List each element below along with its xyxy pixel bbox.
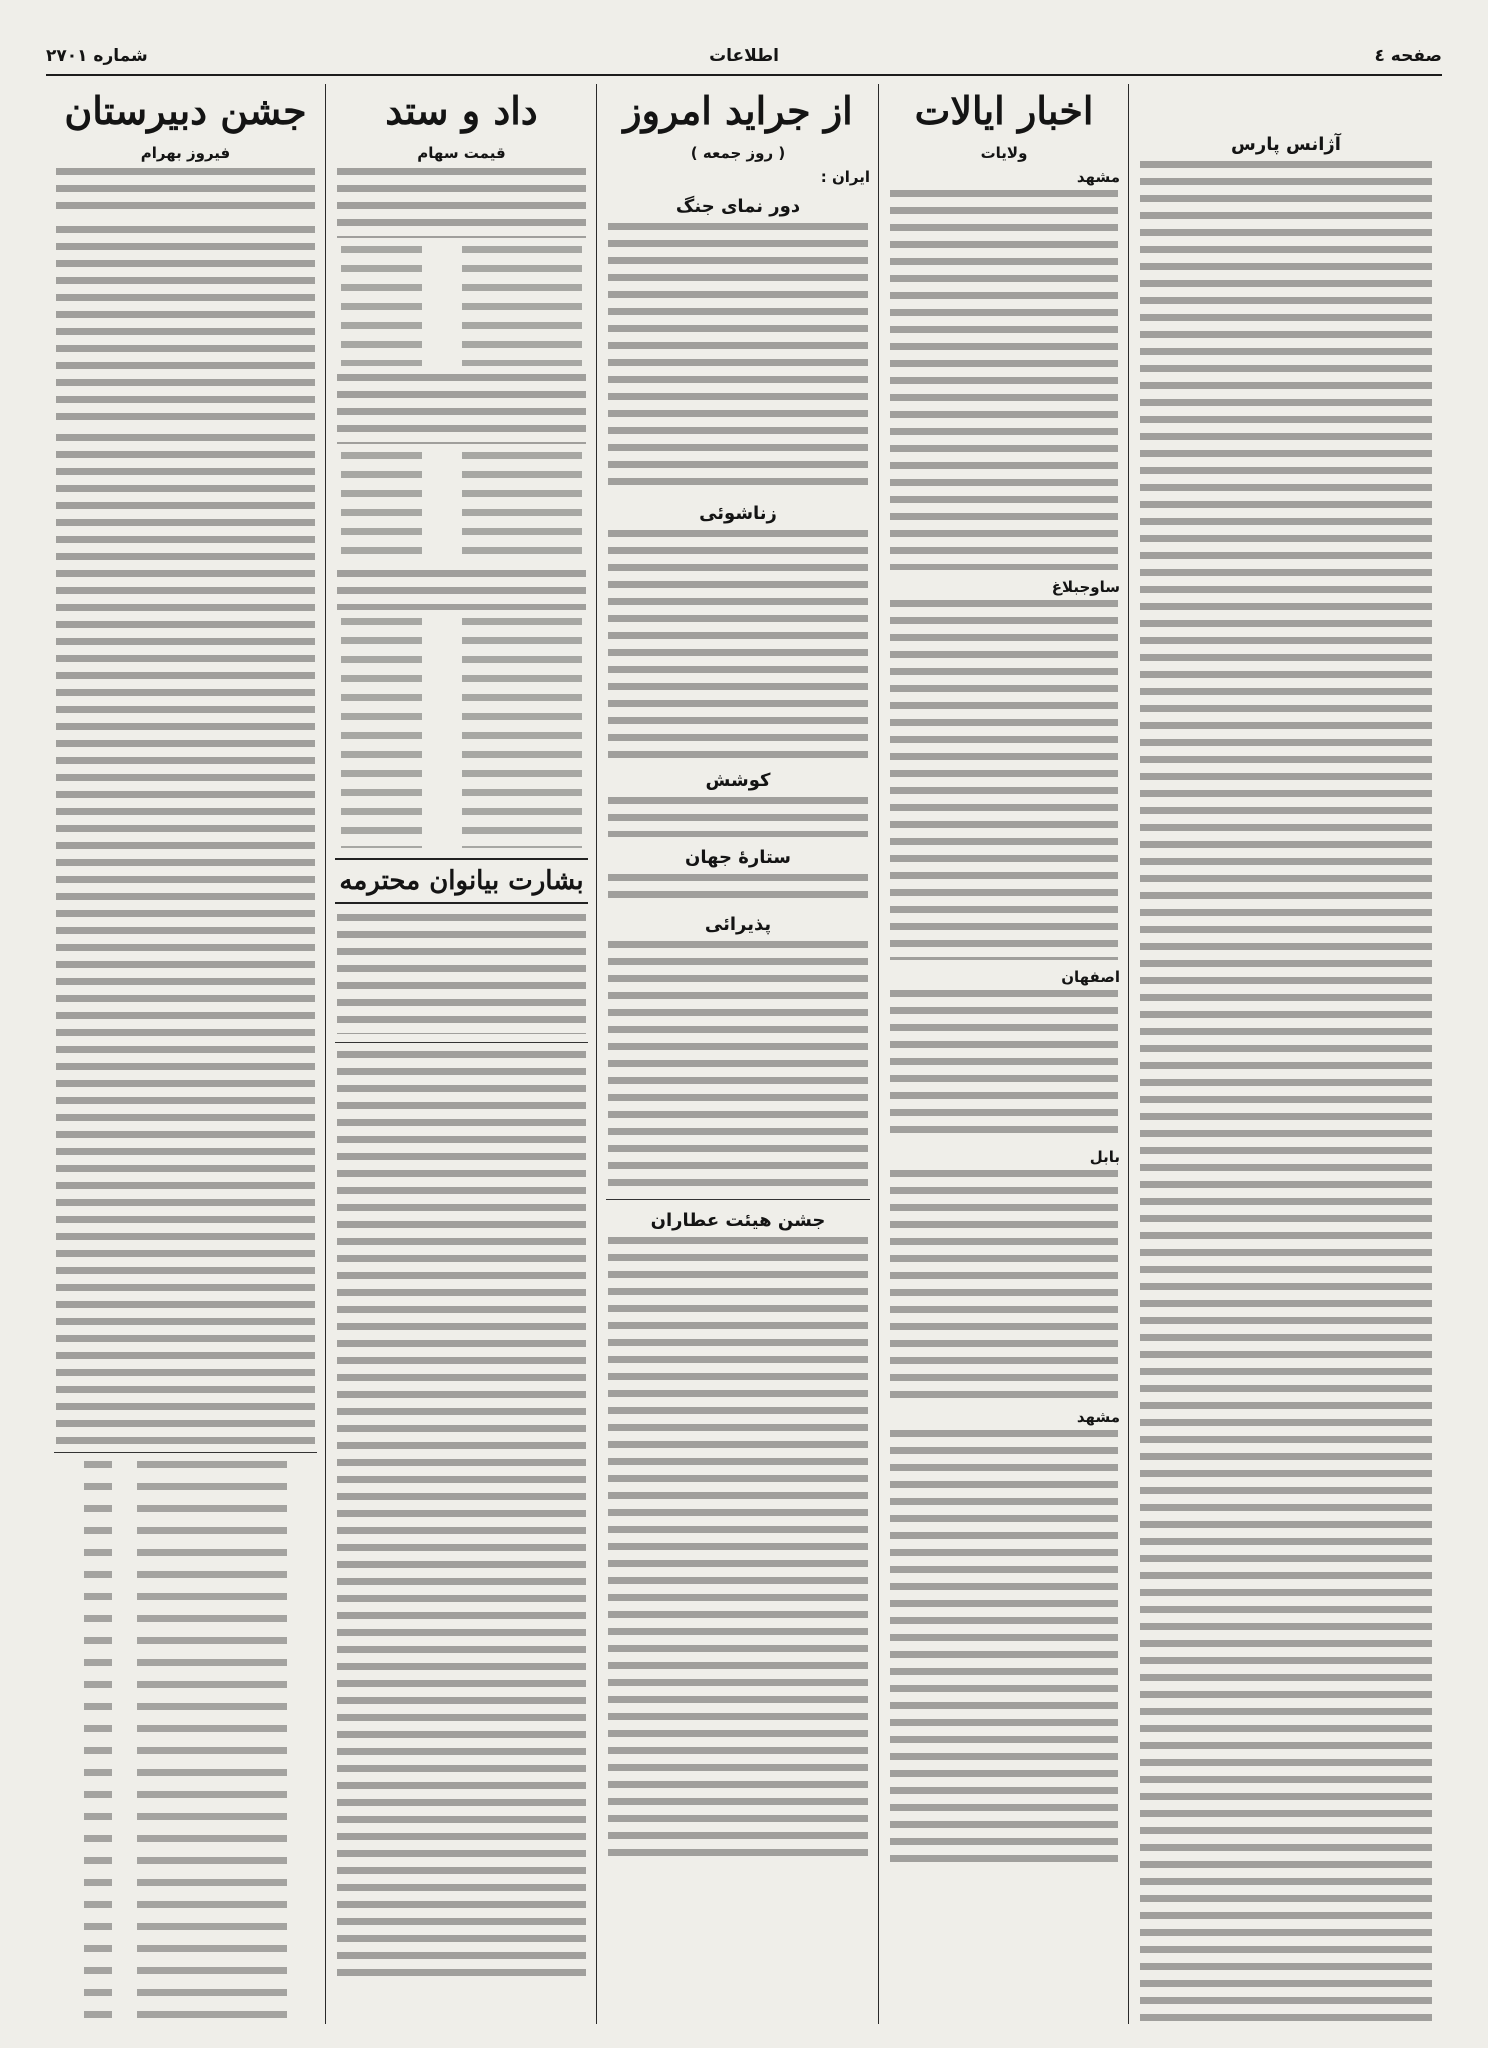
provincial-item-5: مشهد xyxy=(1076,1408,1120,1426)
school-celebration-subhead xyxy=(56,168,315,218)
column-school-celebration xyxy=(46,84,325,2024)
provincial-item-1: مشهد xyxy=(1076,168,1120,186)
press-item-6: جشن هیئت عطاران xyxy=(650,1210,826,1231)
column-provincial-news xyxy=(880,84,1128,2024)
column-rule xyxy=(596,84,597,2024)
column-press-review xyxy=(598,84,878,2024)
divider xyxy=(335,1042,588,1043)
foreign-exchange-table xyxy=(341,618,582,848)
press-review-headline: از جراید امروز xyxy=(623,88,853,133)
provincial-text-2 xyxy=(890,600,1118,960)
trade-note-text xyxy=(337,570,586,610)
school-celebration-speech xyxy=(56,434,315,1444)
press-review-sub: ( روز جمعه ) xyxy=(690,144,786,162)
divider xyxy=(606,1199,870,1200)
currency-rate-table xyxy=(341,452,582,562)
provincial-news-sub: ولایات xyxy=(980,144,1028,162)
trade-intro-text xyxy=(337,168,586,238)
announcement-text xyxy=(337,914,586,1034)
column-trade xyxy=(327,84,596,2024)
poem-verses xyxy=(84,1461,287,2021)
press-text-1 xyxy=(608,223,868,493)
column-agency-news xyxy=(1130,84,1442,2024)
provincial-item-4: بابل xyxy=(1089,1148,1120,1166)
school-celebration-intro xyxy=(56,226,315,426)
provincial-text-3 xyxy=(890,990,1118,1140)
press-item-1: دور نمای جنگ xyxy=(675,196,801,217)
press-text-4 xyxy=(608,874,868,904)
press-text-3 xyxy=(608,797,868,837)
column-rule xyxy=(878,84,879,2024)
press-item-5: پذیرائی xyxy=(704,914,772,935)
provincial-text-5 xyxy=(890,1430,1118,1870)
trade-sub: قیمت سهام xyxy=(417,144,506,162)
press-text-2 xyxy=(608,530,868,760)
press-text-5 xyxy=(608,941,868,1191)
press-text-6 xyxy=(608,1237,868,1857)
trade-headline: داد و ستد xyxy=(385,88,538,133)
column-rule xyxy=(1128,84,1129,2024)
provincial-item-2: ساوجبلاغ xyxy=(1051,578,1120,596)
provincial-item-3: اصفهان xyxy=(1061,968,1120,986)
masthead xyxy=(46,40,1442,76)
column-rule xyxy=(325,84,326,2024)
provincial-text-1 xyxy=(890,190,1118,570)
school-celebration-headline: جشن دبیرستان xyxy=(64,88,307,133)
announcement-headline: بشارت بیانوان محترمه xyxy=(335,858,588,904)
provincial-text-4 xyxy=(890,1170,1118,1400)
provincial-news-headline: اخبار ایالات xyxy=(914,88,1094,133)
page-number: صفحه ٤ xyxy=(1374,46,1442,66)
stock-price-table xyxy=(341,246,582,366)
divider xyxy=(54,1452,317,1453)
agency-heading: آژانس پارس xyxy=(1231,134,1341,155)
trade-other-news-text xyxy=(337,1051,586,1981)
agency-news-text xyxy=(1140,161,1432,2024)
press-review-kicker: ایران : xyxy=(820,168,870,186)
school-celebration-author: فیروز بهرام xyxy=(140,144,231,162)
press-item-3: کوشش xyxy=(705,770,771,791)
press-item-4: ستارهٔ جهان xyxy=(684,847,792,868)
paper-name: اطلاعات xyxy=(709,46,779,66)
issue-number: شماره ۲۷۰۱ xyxy=(46,46,148,66)
press-item-2: زناشوئی xyxy=(699,503,777,524)
trade-gold-text xyxy=(337,374,586,444)
